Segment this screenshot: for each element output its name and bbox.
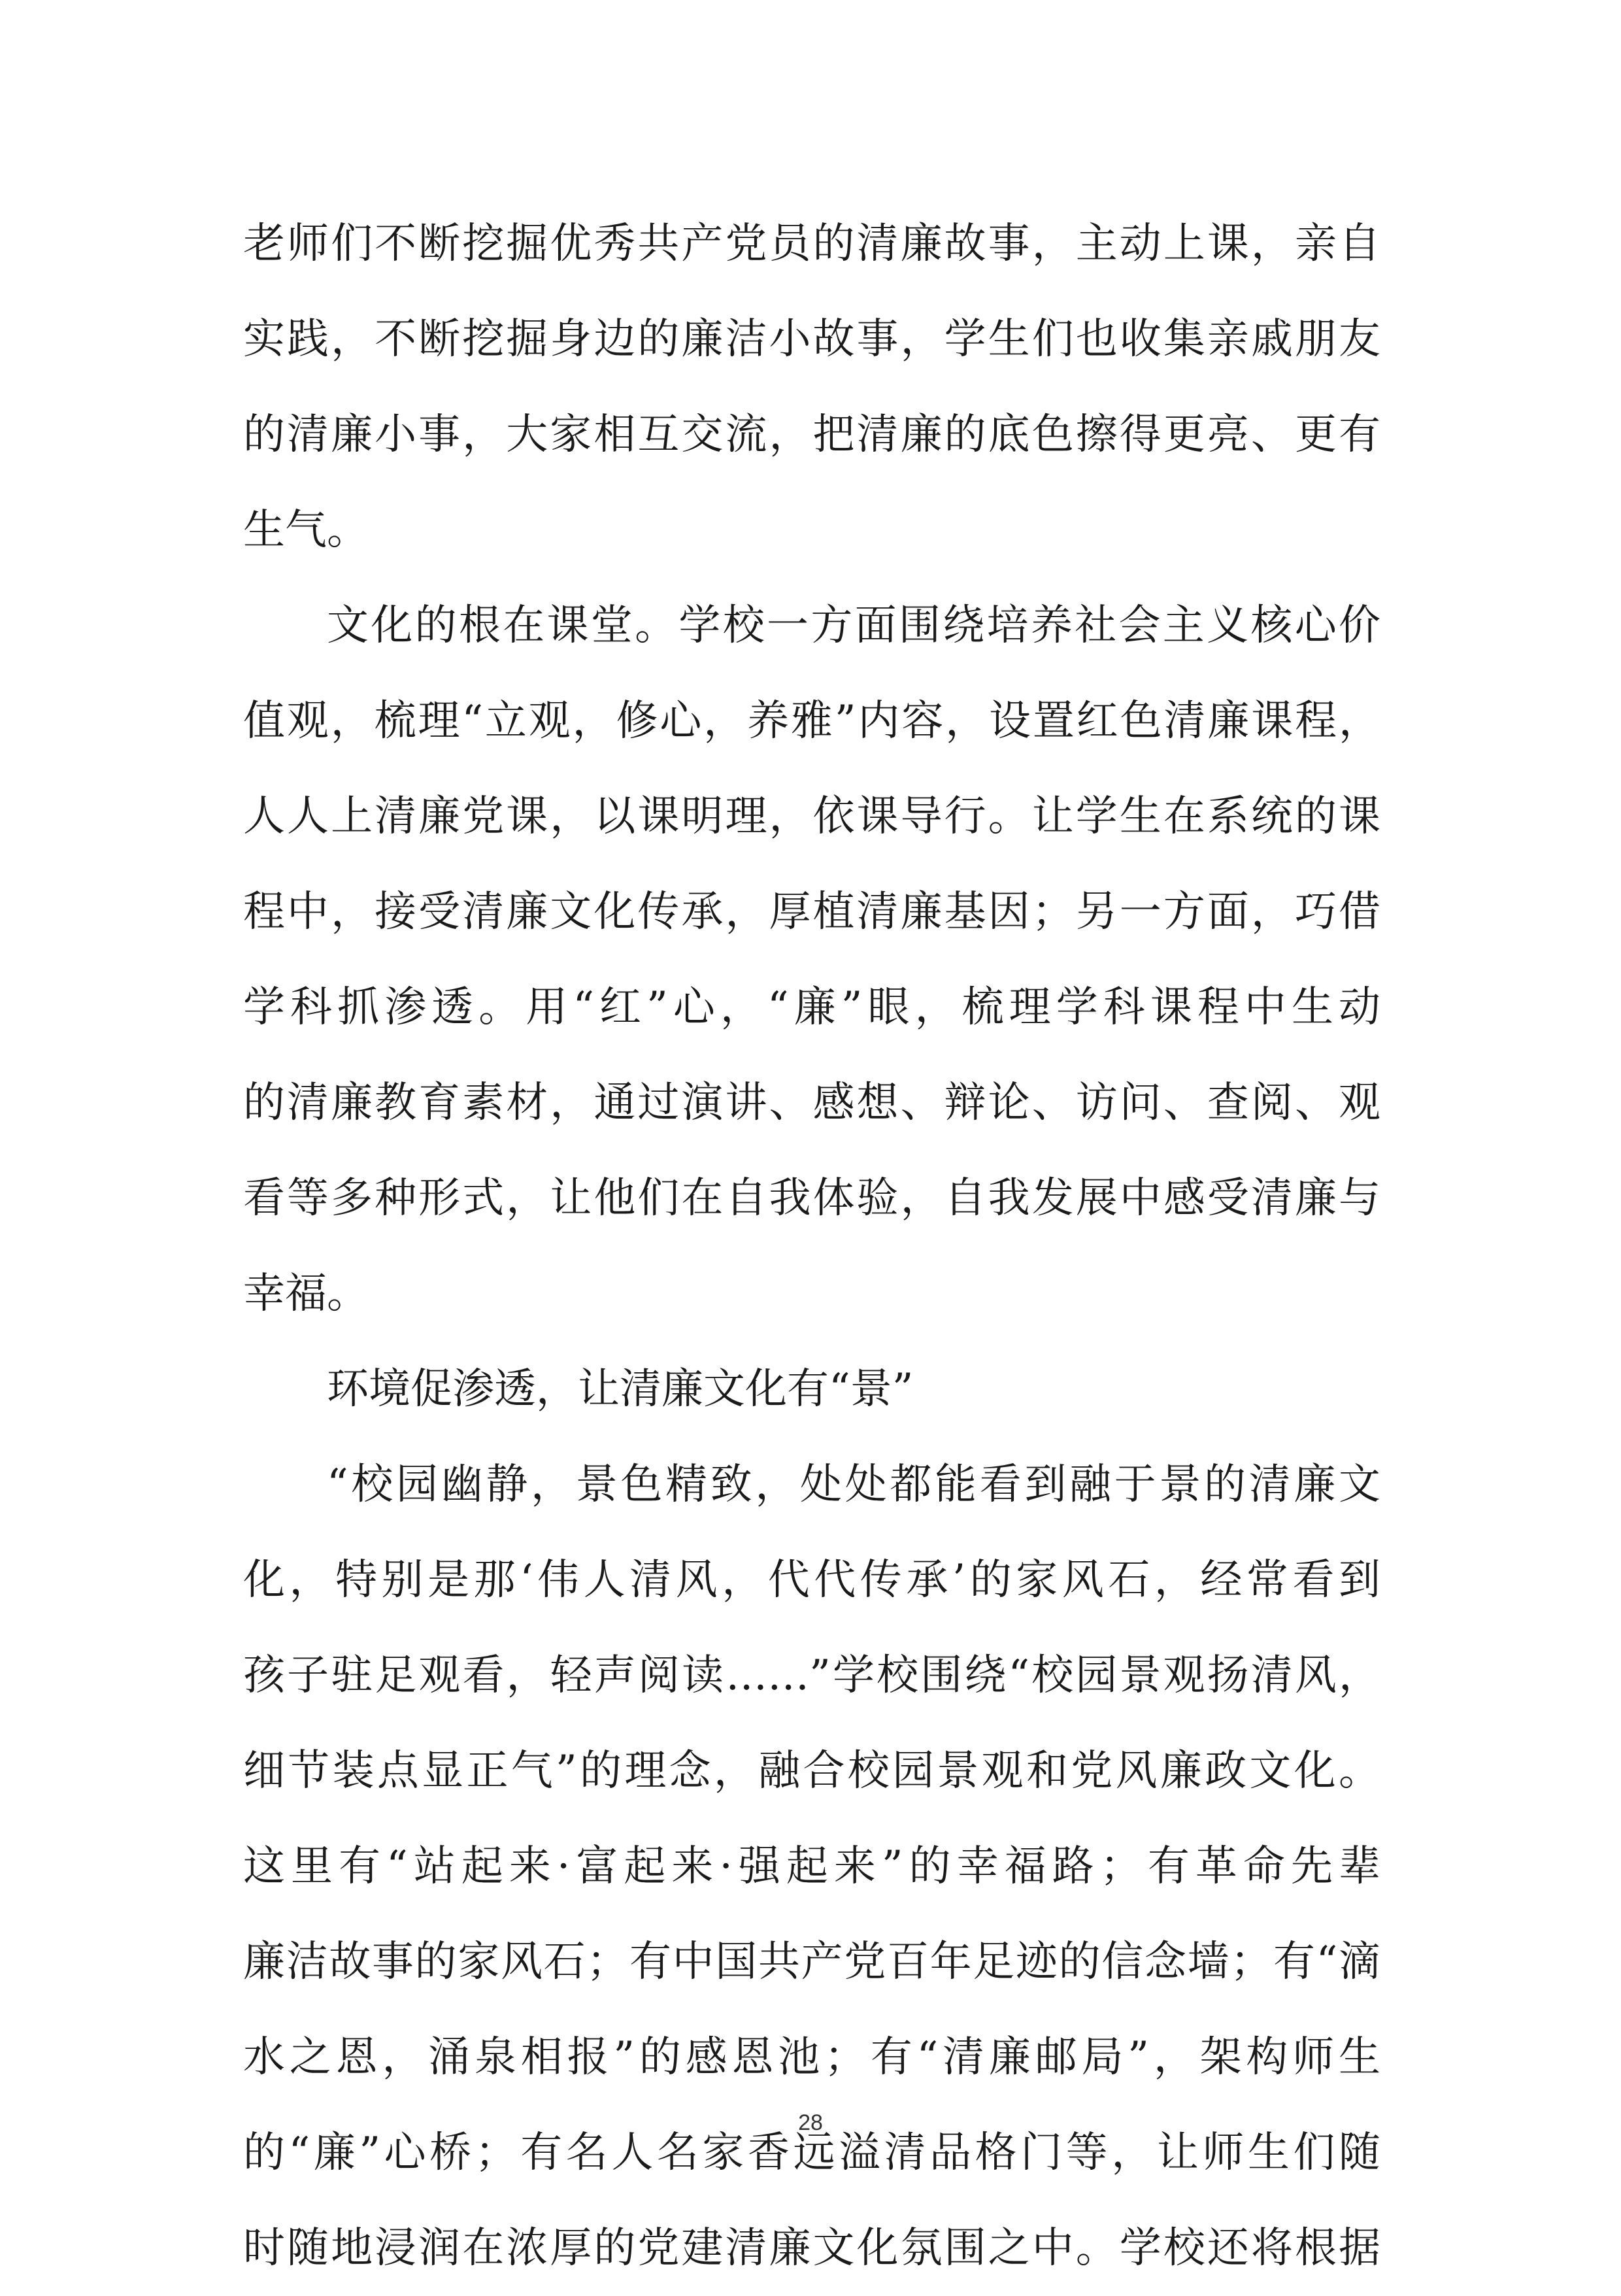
- text-line: 时随地浸润在浓厚的党建清廉文化氛围之中。学校还将根据: [243, 2224, 1380, 2272]
- text-line: 的清廉小事，大家相互交流，把清廉的底色擦得更亮、更有: [243, 411, 1380, 459]
- text-line: 这里有“站起来·富起来·强起来”的幸福路；有革命先辈: [243, 1842, 1380, 1891]
- text-line: 学科抓渗透。用“红”心，“廉”眼，梳理学科课程中生动: [243, 983, 1380, 1032]
- text-line: 幸福。: [243, 1270, 369, 1318]
- text-line: 孩子驻足观看，轻声阅读……”学校围绕“校园景观扬清风，: [243, 1651, 1380, 1700]
- text-line: 实践，不断挖掘身边的廉洁小故事，学生们也收集亲戚朋友: [243, 315, 1380, 363]
- text-line: 的“廉”心桥；有名人名家香远溢清品格门等，让师生们随: [243, 2129, 1380, 2177]
- text-line: 细节装点显正气”的理念，融合校园景观和党风廉政文化。: [243, 1747, 1380, 1795]
- text-line: 文化的根在课堂。学校一方面围绕培养社会主义核心价: [327, 601, 1380, 650]
- text-line: 人人上清廉党课，以课明理，依课导行。让学生在系统的课: [243, 792, 1380, 841]
- text-line: 程中，接受清廉文化传承，厚植清廉基因；另一方面，巧借: [243, 888, 1380, 936]
- text-line: 看等多种形式，让他们在自我体验，自我发展中感受清廉与: [243, 1174, 1380, 1223]
- text-line: 的清廉教育素材，通过演讲、感想、辩论、访问、查阅、观: [243, 1079, 1380, 1127]
- text-line: 老师们不断挖掘优秀共产党员的清廉故事，主动上课，亲自: [243, 220, 1380, 268]
- text-line: 廉洁故事的家风石；有中国共产党百年足迹的信念墙；有“滴: [243, 1938, 1380, 1986]
- text-line: 化，特别是那‘伟人清风，代代传承’的家风石，经常看到: [243, 1556, 1380, 1604]
- text-line: “校园幽静，景色精致，处处都能看到融于景的清廉文: [327, 1460, 1380, 1509]
- text-line: 生气。: [243, 506, 369, 554]
- body-text: [243, 196, 1380, 2296]
- text-line: 值观，梳理“立观，修心，养雅”内容，设置红色清廉课程，: [243, 697, 1380, 745]
- section-heading: 环境促渗透，让清廉文化有“景”: [327, 1365, 914, 1413]
- page-number: 28: [798, 2110, 823, 2135]
- text-line: 水之恩，涌泉相报”的感恩池；有“清廉邮局”，架构师生: [243, 2033, 1380, 2082]
